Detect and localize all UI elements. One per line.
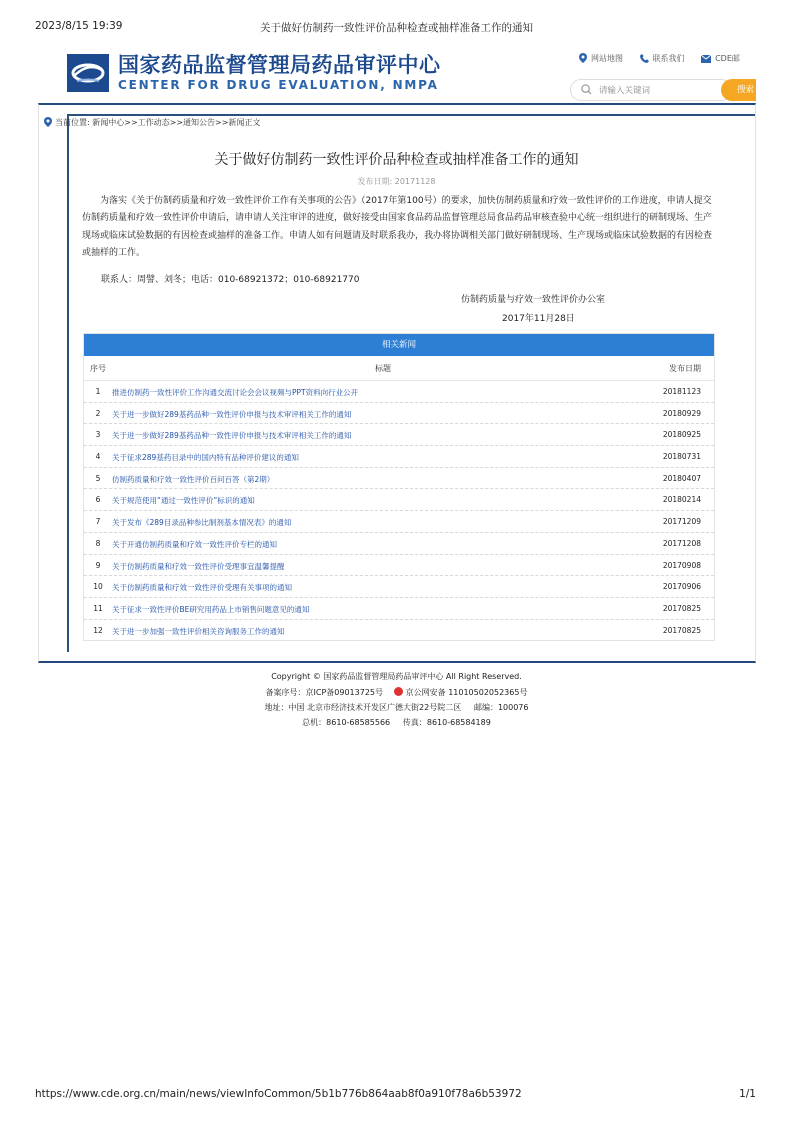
- footer-police[interactable]: 京公网安备 11010502052365号: [405, 688, 528, 697]
- search-placeholder: 请输入关键词: [599, 86, 651, 96]
- row-number: 1: [95, 387, 101, 396]
- print-url: https://www.cde.org.cn/main/news/viewInfoCommon/5b1b776b864aab8f0a910f78a6b53972: [35, 1088, 522, 1100]
- footer-postcode: 邮编：100076: [473, 703, 529, 712]
- row-date: 20180929: [662, 408, 701, 418]
- row-number: 4: [95, 452, 101, 462]
- table-row: [84, 446, 714, 468]
- row-number: 12: [93, 625, 103, 635]
- location-pin-icon: [44, 117, 52, 127]
- col-title: 标题: [375, 364, 391, 373]
- row-date: 20180731: [662, 452, 701, 462]
- article-signature: 仿制药质量与疗效一致性评价办公室: [461, 295, 606, 305]
- footer-address-line: [0, 702, 793, 713]
- col-no: 序号: [90, 364, 106, 373]
- footer-icp[interactable]: 备案序号：京ICP备09013725号: [265, 688, 384, 697]
- row-number: 8: [95, 538, 101, 548]
- article-title: 关于做好仿制药一致性评价品种检查或抽样准备工作的通知: [214, 152, 579, 168]
- row-date: 20180407: [662, 473, 701, 483]
- top-links: [579, 53, 740, 64]
- col-date: 发布日期: [669, 364, 701, 373]
- news-link[interactable]: 关于征求一致性评价BE研究用药品上市销售问题意见的通知: [112, 604, 310, 614]
- row-number: 3: [95, 430, 101, 440]
- article-body: 为落实《关于仿制药质量和疗效一致性评价工作有关事项的公告》（2017年第100号）的要求，加快仿制药质量和疗效一致性评价的工作进度，申请人提交仿制药质量和疗效一致性评价申请后，请申请人关注审评的进度，做好接受由国家食品药品监督管理总局食品药品审核查验中心统一组织进行的研制现场、生产现场或临床试验数据的有因检查或抽样的准备工作。申请人如有问题请及时联系我办，我办将协调相关部门做好研制现场、生产现场或临床试验数据的有因检查或抽样的工作。: [82, 196, 713, 259]
- row-date: 20170908: [662, 560, 701, 570]
- print-header: [0, 0, 793, 40]
- row-number: 11: [93, 603, 103, 613]
- print-page-number: 1/1: [739, 1088, 756, 1100]
- table-row: [84, 533, 714, 555]
- news-link[interactable]: 关于进一步做好289基药品种一致性评价申报与技术审评相关工作的通知: [112, 431, 352, 441]
- news-link[interactable]: 关于进一步做好289基药品种一致性评价申报与技术审评相关工作的通知: [112, 409, 352, 419]
- article-contact: 联系人：周譬、刘冬；电话：010-68921372；010-68921770: [101, 275, 360, 285]
- row-number: 5: [95, 473, 101, 483]
- row-number: 6: [95, 495, 101, 505]
- site-header: [38, 46, 756, 102]
- print-page-title: 关于做好仿制药一致性评价品种检查或抽样准备工作的通知: [260, 22, 533, 34]
- table-row: [84, 468, 714, 490]
- row-date: 20170825: [662, 625, 701, 635]
- article-sign-date: 2017年11月28日: [502, 314, 575, 324]
- table-row: [84, 403, 714, 425]
- row-date: 20171209: [662, 517, 701, 527]
- row-date: 20180214: [662, 495, 701, 505]
- row-date: 20180925: [662, 430, 701, 440]
- related-news-columns: [84, 356, 714, 381]
- table-row: [84, 489, 714, 511]
- cde-logo-icon[interactable]: [67, 54, 109, 92]
- row-number: 7: [95, 517, 101, 527]
- search-button[interactable]: 搜索: [721, 79, 756, 101]
- table-row: [84, 598, 714, 620]
- row-number: 10: [93, 582, 103, 592]
- mail-link[interactable]: CDE邮: [701, 53, 740, 64]
- row-date: 20170825: [662, 603, 701, 613]
- publish-date: 发布日期: 20171128: [357, 177, 436, 186]
- news-link[interactable]: 仿制药质量和疗效一致性评价百问百答（第2期）: [112, 474, 275, 484]
- news-link[interactable]: 推进仿制药一致性评价工作沟通交流讨论会会议视频与PPT资料向行业公开: [112, 388, 359, 397]
- location-pin-icon: [579, 53, 587, 63]
- row-number: 9: [95, 560, 101, 570]
- search-input[interactable]: [570, 79, 732, 101]
- contact-link[interactable]: 联系我们: [640, 53, 685, 64]
- footer-copyright: Copyright © 国家药品监督管理局药品审评中心 All Right Reserved.: [271, 672, 522, 681]
- news-link[interactable]: 关于征求289基药目录中的国内特有品种评价建议的通知: [112, 453, 299, 463]
- table-row: [84, 555, 714, 577]
- news-link[interactable]: 关于规范使用“通过一致性评价”标识的通知: [112, 496, 255, 506]
- footer-fax: 传真：8610-68584189: [402, 718, 491, 727]
- table-row: [84, 620, 714, 641]
- mail-icon: [701, 55, 711, 63]
- footer-icp-line: [0, 687, 793, 698]
- table-row: [84, 424, 714, 446]
- row-date: 20171208: [662, 538, 701, 548]
- related-news-list: [84, 381, 714, 640]
- footer-phone-line: [0, 717, 793, 728]
- print-timestamp: 2023/8/15 19:39: [35, 20, 123, 32]
- related-news: [83, 333, 715, 641]
- sitemap-link[interactable]: 网站地图: [579, 53, 623, 64]
- phone-icon: [640, 54, 649, 63]
- news-link[interactable]: 关于仿制药质量和疗效一致性评价受理事宜温馨提醒: [112, 561, 285, 571]
- row-date: 20170906: [662, 582, 701, 592]
- site-name-en: CENTER FOR DRUG EVALUATION, NMPA: [118, 78, 439, 92]
- row-number: 2: [95, 408, 101, 418]
- news-link[interactable]: 关于进一步加强一致性评价相关咨询服务工作的通知: [112, 626, 285, 636]
- news-link[interactable]: 关于仿制药质量和疗效一致性评价受理有关事项的通知: [112, 583, 292, 593]
- news-link[interactable]: 关于开通仿制药质量和疗效一致性评价专栏的通知: [112, 539, 277, 549]
- search-icon: [581, 84, 592, 95]
- footer-phone: 总机：8610-68585566: [302, 718, 391, 727]
- row-date: 20181123: [662, 387, 701, 396]
- related-news-header: 相关新闻: [84, 334, 714, 356]
- site-name-cn: 国家药品监督管理局药品审评中心: [118, 53, 441, 77]
- table-row: [84, 511, 714, 533]
- footer-address: 地址：中国 北京市经济技术开发区广德大街22号院二区: [264, 703, 462, 712]
- news-link[interactable]: 关于发布《289目录品种参比制剂基本情况表》的通知: [112, 518, 292, 528]
- breadcrumb: 当前位置: 新闻中心>>工作动态>>通知公告>>新闻正文: [44, 117, 260, 128]
- police-badge-icon: [394, 687, 403, 696]
- table-row: [84, 381, 714, 403]
- table-row: [84, 576, 714, 598]
